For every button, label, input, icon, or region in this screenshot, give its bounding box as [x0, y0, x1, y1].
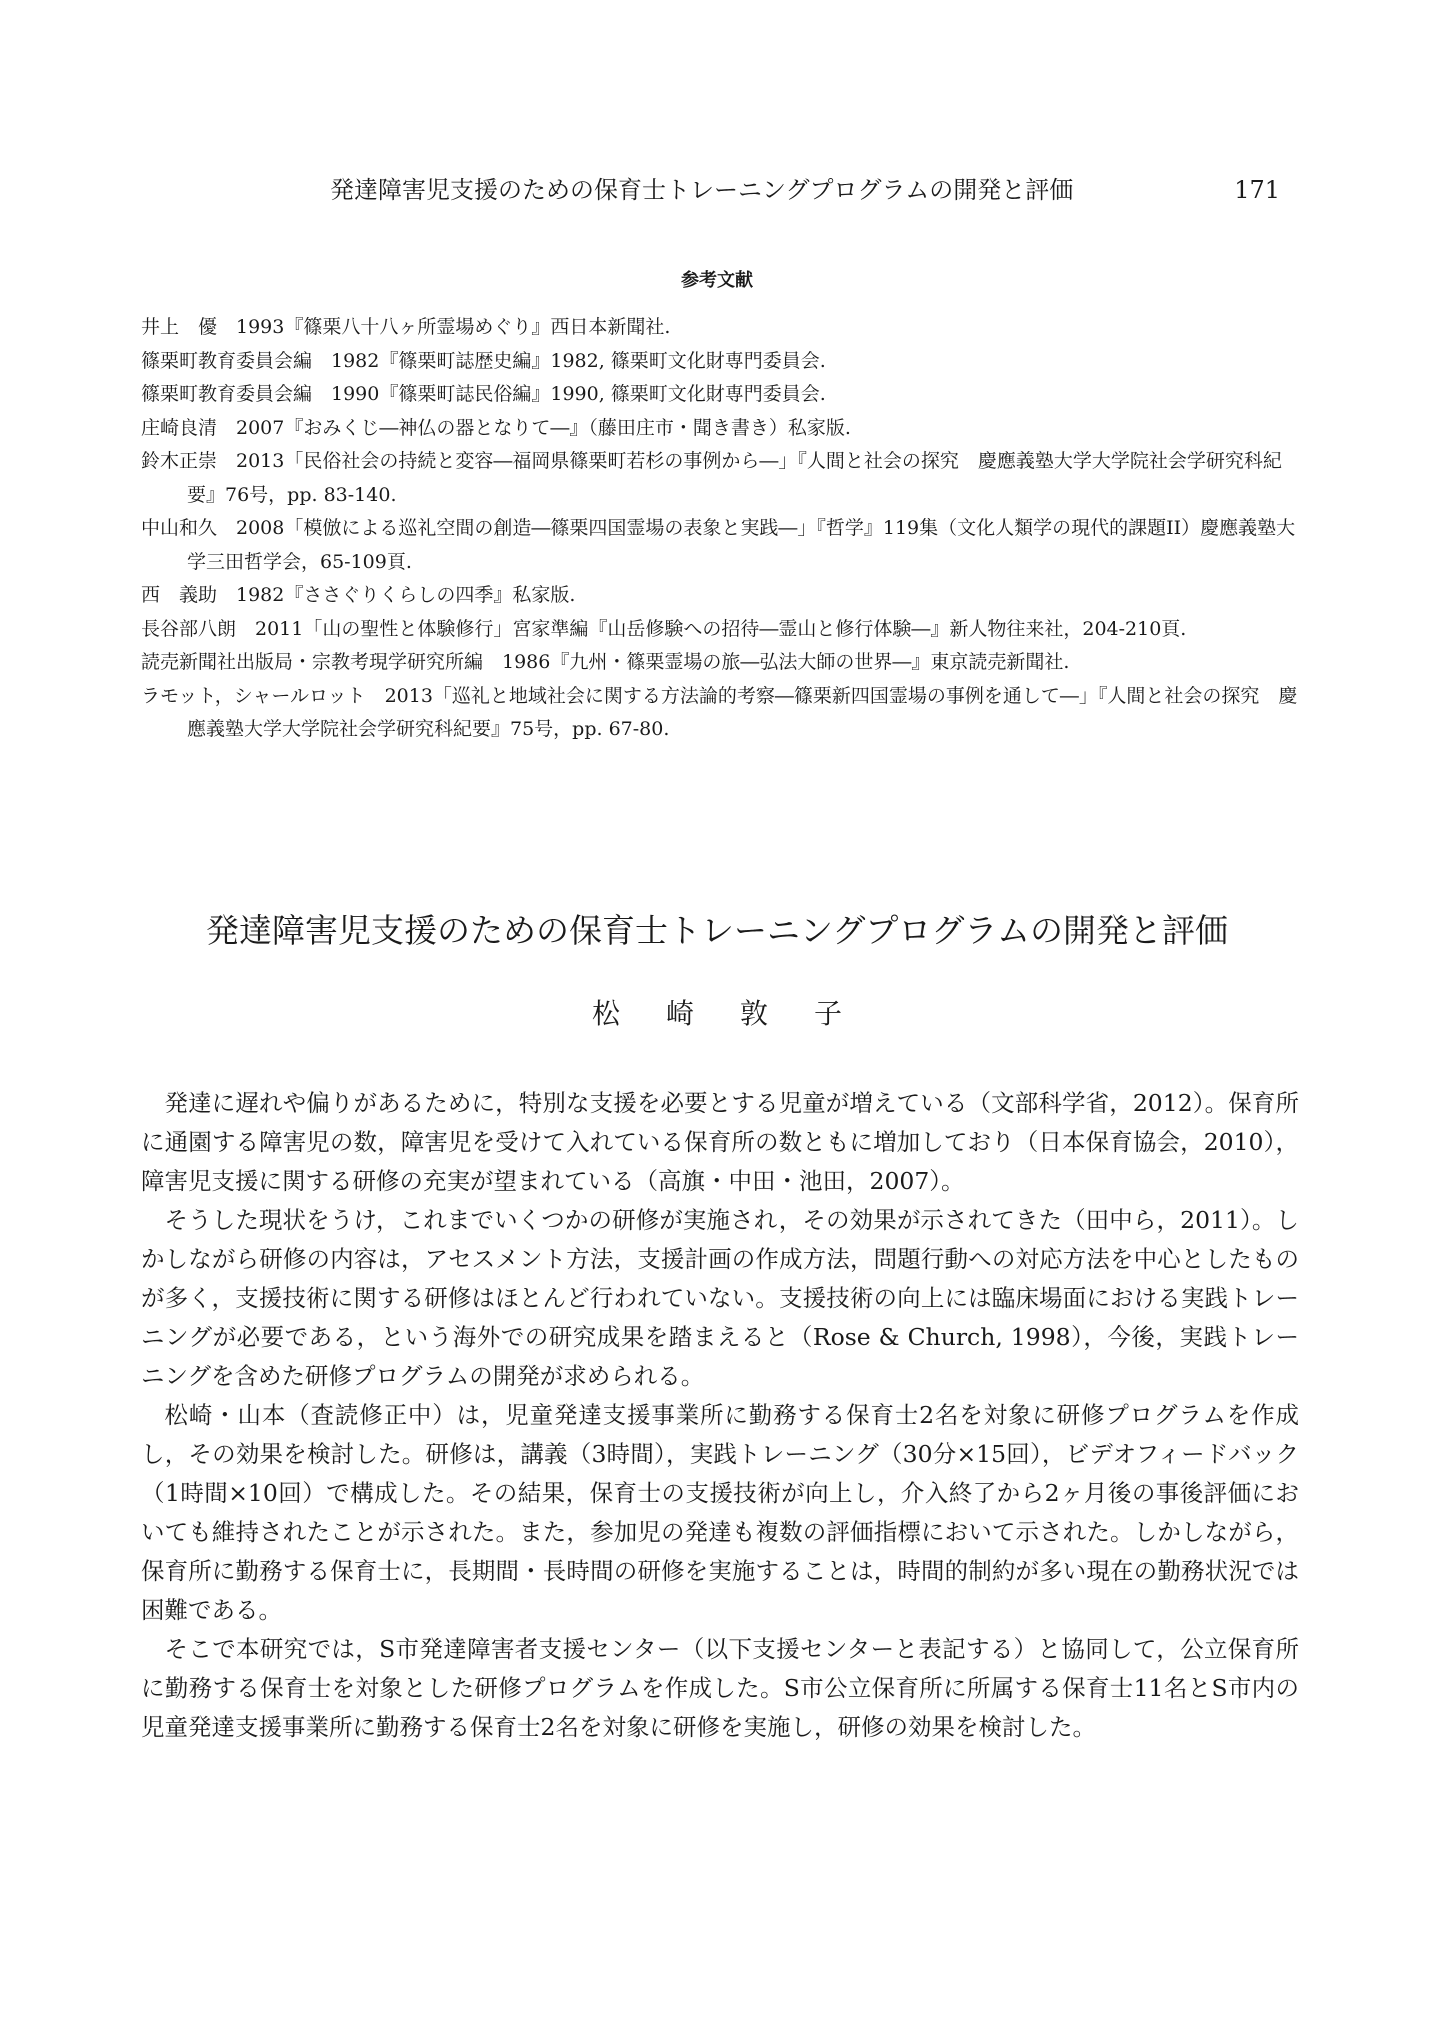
running-header-title: 発達障害児支援のための保育士トレーニングプログラムの開発と評価	[330, 176, 1074, 204]
references-heading: 参考文献	[681, 270, 753, 291]
reference-item: 読売新聞社出版局・宗教考現学研究所編 1986『九州・篠栗霊場の旅―弘法大師の世界―』東京読売新聞社.	[141, 651, 1070, 673]
page-number: 171	[1234, 176, 1280, 204]
body-paragraph: 松崎・山本（査読修正中）は，児童発達支援事業所に勤務する保育士2名を対象に研修プログラムを作成し，その効果を検討した。研修は，講義（3時間），実践トレーニング（30分×15回），ビデオフィードバック（1時間×10回）で構成した。その結果，保育士の支援技術が向上し，介入終了から2ヶ月後の事後評価においても維持されたことが示された。また，参加児の発達も複数の評価指標において示された。しかしながら，保育所に勤務する保育士に，長期間・長時間の研修を実施することは，時間的制約が多い現在の勤務状況では困難である。	[141, 1401, 1299, 1624]
references-list	[141, 311, 1299, 747]
reference-item: 井上 優 1993『篠栗八十八ヶ所霊場めぐり』西日本新聞社.	[141, 316, 671, 338]
body-paragraph: そうした現状をうけ，これまでいくつかの研修が実施され，その効果が示されてきた（田中ら，2011）。しかしながら研修の内容は，アセスメント方法，支援計画の作成方法，問題行動への対応方法を中心としたものが多く，支援技術に関する研修はほとんど行われていない。支援技術の向上には臨床場面における実践トレーニングが必要である，という海外での研究成果を踏まえると（Rose & Church, 1998），今後，実践トレーニングを含めた研修プログラムの開発が求められる。	[141, 1206, 1299, 1390]
reference-item: 西 義助 1982『ささぐりくらしの四季』私家版.	[141, 584, 576, 606]
reference-item: 庄崎良清 2007『おみくじ―神仏の器となりて―』（藤田庄市・聞き書き）私家版.	[141, 416, 851, 439]
reference-item: ラモット，シャールロット 2013「巡礼と地域社会に関する方法論的考察―篠栗新四国霊場の事例を通して―」『人間と社会の探究 慶應義塾大学大学院社会学研究科紀要』75号，pp. 67-80.	[141, 684, 1298, 740]
reference-item: 鈴木正崇 2013「民俗社会の持続と変容―福岡県篠栗町若杉の事例から―」『人間と社会の探究 慶應義塾大学大学院社会学研究科紀要』76号，pp. 83-140.	[141, 450, 1282, 506]
article-title: 発達障害児支援のための保育士トレーニングプログラムの開発と評価	[205, 911, 1228, 950]
reference-item: 篠栗町教育委員会編 1982『篠栗町誌歴史編』1982, 篠栗町文化財専門委員会.	[141, 349, 826, 372]
article-body	[141, 1084, 1299, 1747]
running-header	[330, 173, 1280, 207]
body-paragraph: 発達に遅れや偏りがあるために，特別な支援を必要とする児童が増えている（文部科学省，2012）。保育所に通園する障害児の数，障害児を受けて入れている保育所の数ともに増加しており（日本保育協会，2010），障害児支援に関する研修の充実が望まれている（高旗・中田・池田，2007）。	[141, 1089, 1299, 1195]
reference-item: 篠栗町教育委員会編 1990『篠栗町誌民俗編』1990, 篠栗町文化財専門委員会.	[141, 383, 826, 405]
reference-item: 中山和久 2008「模倣による巡礼空間の創造―篠栗四国霊場の表象と実践―」『哲学』119集（文化人類学の現代的課題II）慶應義塾大学三田哲学会，65-109頁.	[141, 517, 1296, 573]
body-paragraph: そこで本研究では，S市発達障害者支援センター（以下支援センターと表記する）と協同して，公立保育所に勤務する保育士を対象とした研修プログラムを作成した。S市公立保育所に所属する保育士11名とS市内の児童発達支援事業所に勤務する保育士2名を対象に研修を実施し，研修の効果を検討した。	[141, 1635, 1299, 1741]
reference-item: 長谷部八朗 2011「山の聖性と体験修行」宮家準編『山岳修験への招待―霊山と修行体験―』新人物往来社，204-210頁.	[141, 617, 1187, 640]
article-author: 松崎敦子	[591, 997, 888, 1030]
